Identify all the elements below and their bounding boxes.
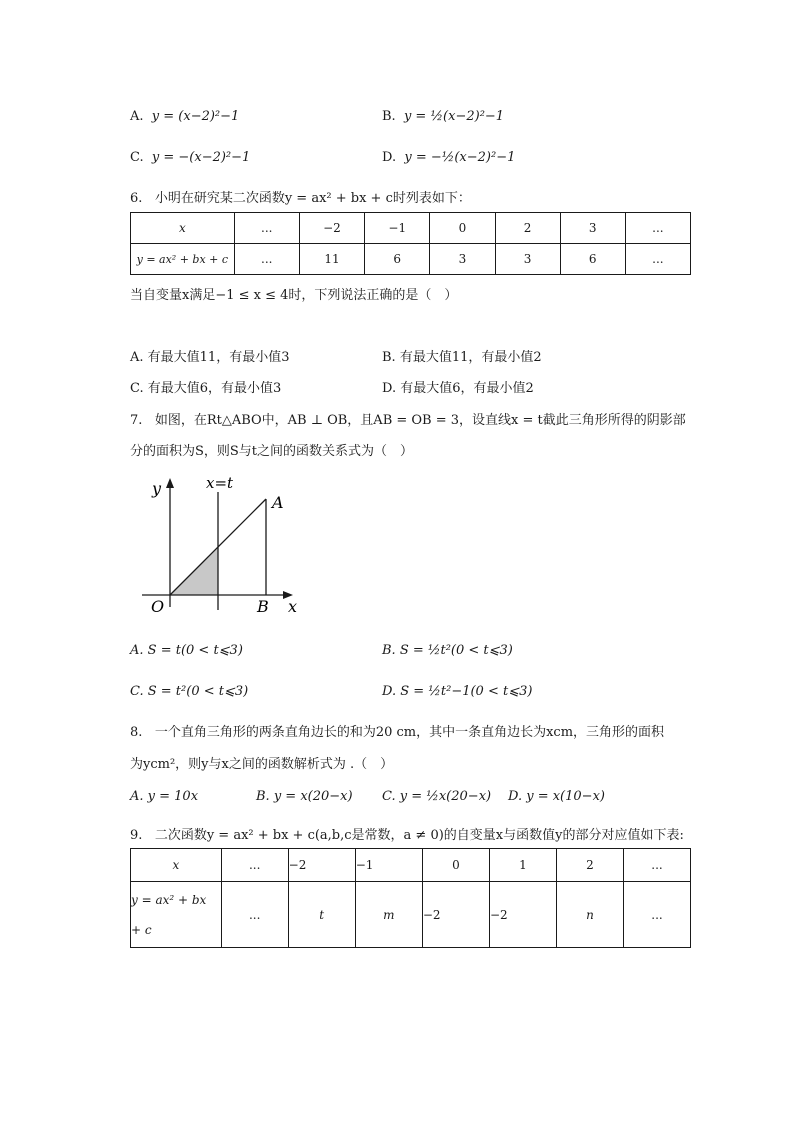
table-cell: 2 [557,849,624,882]
q7-option-c: C. S = t²(0 < t⩽3) [130,684,249,699]
q8-stem-line2: 为ycm²，则y与x之间的函数解析式为 .（ ） [130,757,394,772]
q7-figure [140,472,310,617]
table-cell: 11 [299,244,364,275]
q9-table [130,848,691,948]
q6-condition: 当自变量x满足−1 ≤ x ≤ 4时，下列说法正确的是（ ） [130,288,458,303]
q5-option-c: C. y = −(x−2)²−1 [130,150,251,165]
table-cell: −1 [355,849,422,882]
q9-row2-header-line1: y = ax² + bx [131,892,207,907]
table-cell: −2 [288,849,355,882]
table-cell: 0 [430,213,495,244]
table-cell: 0 [422,849,489,882]
table-cell: 1 [489,849,556,882]
q9-stem [130,824,684,843]
table-cell: −2 [489,882,556,948]
q6-number: 6. [130,191,143,206]
q8-stem-text-1: 一个直角三角形的两条直角边长的和为20 cm，其中一条直角边长为xcm，三角形的面积 [154,725,665,740]
q6-option-d: D. 有最大值6，有最小值2 [382,381,534,396]
q8-number: 8. [130,725,143,740]
q5-option-a: A. y = (x−2)²−1 [130,109,240,124]
q8-option-b: B. y = x(20−x) [256,789,353,804]
q5-option-b: B. y = ½(x−2)²−1 [382,109,505,124]
table-cell: ... [234,213,299,244]
q7-number: 7. [130,413,143,428]
q7-option-b: B. S = ½t²(0 < t⩽3) [382,643,513,658]
table-cell: x [131,849,222,882]
table-row [131,213,691,244]
q6-stem-text: 小明在研究某二次函数y = ax² + bx + c时列表如下： [154,191,471,206]
q8-stem-line1 [130,721,664,740]
q8-option-d: D. y = x(10−x) [508,789,605,804]
table-row [131,849,691,882]
q6-table [130,212,691,275]
point-o-label: O [151,597,165,616]
q5-option-b-text: y = ½(x−2)²−1 [403,109,505,124]
table-cell: ... [623,849,690,882]
q7-option-a: A. S = t(0 < t⩽3) [130,643,243,658]
table-cell: m [355,882,422,948]
table-cell: n [557,882,624,948]
table-cell: ... [623,882,690,948]
x-axis-label: x [288,597,298,616]
q9-row2-header-line2: + c [131,922,152,937]
q5-option-d: D. y = −½(x−2)²−1 [382,150,516,165]
table-cell: t [288,882,355,948]
table-cell: ... [221,849,288,882]
line-label: x=t [206,474,234,492]
q6-option-b: B. 有最大值11，有最小值2 [382,350,542,365]
q6-stem [130,187,471,206]
q5-option-a-text: y = (x−2)²−1 [151,109,240,124]
table-cell: 3 [430,244,495,275]
q9-number: 9. [130,828,143,843]
table-cell: −2 [422,882,489,948]
point-b-label: B [257,597,269,616]
table-cell: −1 [365,213,430,244]
q5-option-d-text: y = −½(x−2)²−1 [404,150,516,165]
table-cell: 6 [560,244,625,275]
q7-stem-line1 [130,409,686,428]
table-cell: 3 [560,213,625,244]
table-cell: y = ax² + bx + c [131,244,235,275]
table-cell [131,882,222,948]
y-axis-arrow-icon [166,478,174,488]
table-cell: ... [625,244,690,275]
q8-option-c: C. y = ½x(20−x) [382,789,492,804]
table-cell: ... [625,213,690,244]
table-row [131,244,691,275]
table-cell: ... [221,882,288,948]
q5-option-c-text: y = −(x−2)²−1 [151,150,251,165]
q7-option-d: D. S = ½t²−1(0 < t⩽3) [382,684,533,699]
table-cell: 3 [495,244,560,275]
q8-option-a: A. y = 10x [130,789,199,804]
q6-option-a: A. 有最大值11，有最小值3 [130,350,290,365]
q6-option-c: C. 有最大值6，有最小值3 [130,381,282,396]
table-row [131,882,691,948]
y-axis-label: y [152,479,162,498]
table-cell: −2 [299,213,364,244]
table-cell: 6 [365,244,430,275]
table-cell: ... [234,244,299,275]
q7-stem-text-1: 如图，在Rt△ABO中，AB ⊥ OB，且AB = OB = 3，设直线x = t截此三角形所得的阴影部 [154,413,686,428]
q7-stem-line2: 分的面积为S，则S与t之间的函数关系式为（ ） [130,444,414,459]
table-cell: 2 [495,213,560,244]
q9-stem-text: 二次函数y = ax² + bx + c(a,b,c是常数，a ≠ 0)的自变量x与函数值y的部分对应值如下表: [154,828,684,843]
point-a-label: A [272,493,284,512]
table-cell: x [131,213,235,244]
